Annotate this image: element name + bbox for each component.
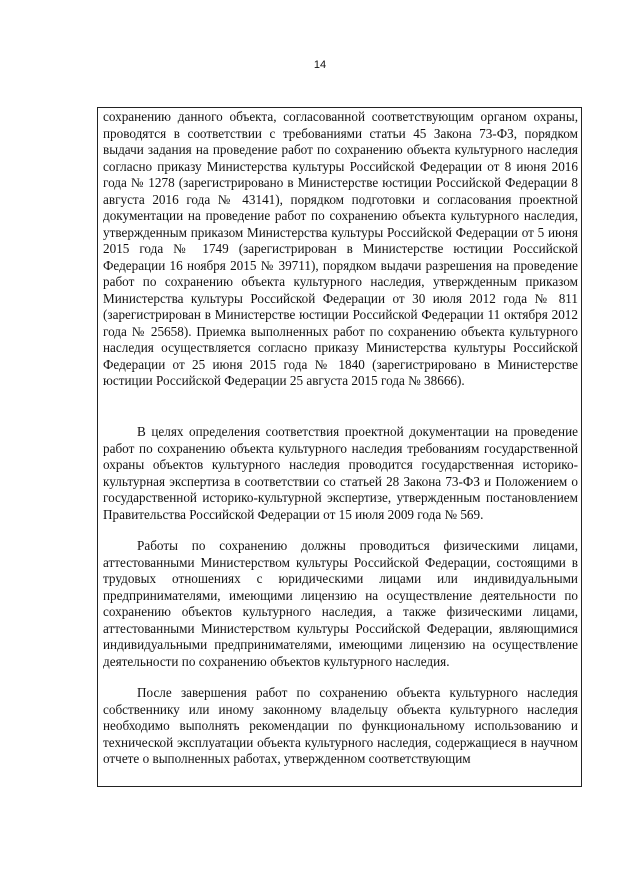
paragraph-4: После завершения работ по сохранению объекта культурного наследия собственнику или иному законному владельцу объекта культурного наследия необходимо выполнять рекомендации по функциональному использованию и технической эксплуатации объекта культурного наследия, содержащиеся в научном отчете о выполненных работах, утвержденном соответствующим	[103, 685, 578, 766]
frame-bottom-border	[97, 786, 582, 787]
paragraph-3: Работы по сохранению должны проводиться физическими лицами, аттестованными Министерством культуры Российской Федерации, состоящими в трудовых отношениях с юридическими лицами или индивидуальными предпринимателями, имеющими лицензию на осуществление деятельности по сохранению объектов культурного наследия, а также физическими лицами, аттестованными Министерством культуры Российской Федерации, являющимися индивидуальными предпринимателями, имеющими лицензию на осуществление деятельности по сохранению объектов культурного наследия.	[103, 538, 578, 669]
paragraph-2: В целях определения соответствия проектной документации на проведение работ по сохранению объекта культурного наследия требованиям государственной охраны объектов культурного наследия проводится государственная историко-культурная экспертиза в соответствии со статьей 28 Закона 73-ФЗ и Положением о государственной историко-культурной экспертизе, утвержденным постановлением Правительства Российской Федерации от 15 июля 2009 года № 569.	[103, 424, 578, 522]
frame-top-border	[97, 107, 582, 108]
paragraph-1: сохранению данного объекта, согласованной соответствующим органом охраны, проводятся в соответствии с требованиями статьи 45 Закона 73-ФЗ, порядком выдачи задания на проведение работ по сохранению объекта культурного наследия согласно приказу Министерства культуры Российской Федерации от 8 июня 2016 года № 1278 (зарегистрировано в Министерстве юстиции Российской Федерации 8 августа 2016 года № 43141), порядком подготовки и согласования проектной документации на проведение работ по сохранению объекта культурного наследия, утвержденным приказом Министерства культуры Российской Федерации от 5 июня 2015 года № 1749 (зарегистрирован в Министерстве юстиции Российской Федерации 16 ноября 2015 № 39711), порядком выдачи разрешения на проведение работ по сохранению объекта культурного наследия, утвержденным приказом Министерства культуры Российской Федерации от 30 июля 2012 года № 811 (зарегистрирован в Министерстве юстиции Российской Федерации 11 октября 2012 года № 25658). Приемка выполненных работ по сохранению объекта культурного наследия осуществляется согласно приказу Министерства культуры Российской Федерации от 25 июня 2015 года № 1840 (зарегистрировано в Министерстве юстиции Российской Федерации 25 августа 2015 года № 38666).	[103, 109, 578, 388]
page-number: 14	[313, 59, 327, 71]
